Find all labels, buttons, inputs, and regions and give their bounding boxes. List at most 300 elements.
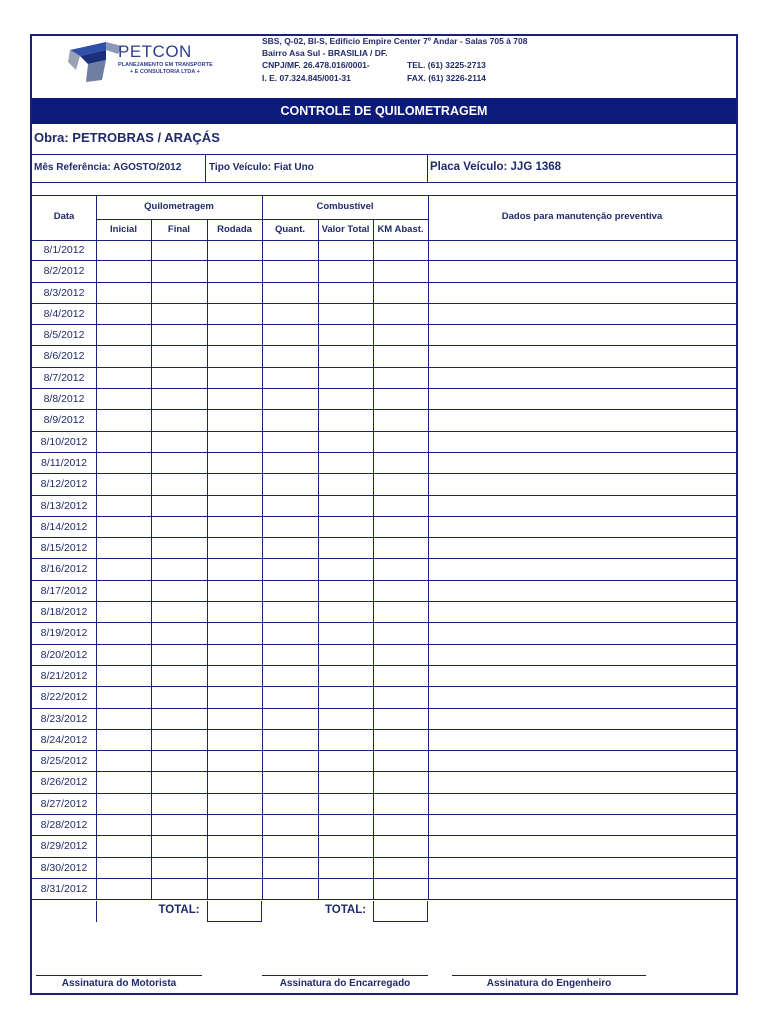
km-abast-cell[interactable] (373, 794, 428, 814)
km-abast-cell[interactable] (373, 666, 428, 686)
final-cell[interactable] (151, 368, 207, 388)
rodada-cell[interactable] (207, 815, 262, 835)
final-cell[interactable] (151, 772, 207, 792)
table-row (32, 559, 736, 580)
obra-label: Obra: PETROBRAS / ARAÇÁS (34, 130, 220, 145)
valor-total-cell[interactable] (318, 346, 373, 366)
dados-cell[interactable] (428, 304, 736, 324)
company-address-line-2: Bairro Asa Sul - BRASILIA / DF. (262, 48, 388, 58)
quant-cell[interactable] (262, 602, 318, 622)
company-tel: TEL. (61) 3225-2713 (407, 60, 486, 70)
inicial-cell[interactable] (96, 687, 151, 707)
vehicle-type: Tipo Veículo: Fiat Uno (209, 162, 314, 173)
col-combustivel: Combustível (316, 201, 374, 212)
inicial-cell[interactable] (96, 602, 151, 622)
table-row (32, 538, 736, 559)
date-cell: 8/26/2012 (40, 776, 88, 789)
final-cell[interactable] (151, 581, 207, 601)
km-abast-cell[interactable] (373, 261, 428, 281)
rodada-cell[interactable] (207, 389, 262, 409)
rodada-cell[interactable] (207, 666, 262, 686)
rodada-cell[interactable] (207, 836, 262, 856)
inicial-cell[interactable] (96, 836, 151, 856)
final-cell[interactable] (151, 559, 207, 579)
table-row (32, 687, 736, 708)
data-table (32, 240, 736, 900)
quant-cell[interactable] (262, 879, 318, 899)
rodada-cell[interactable] (207, 559, 262, 579)
km-abast-cell[interactable] (373, 730, 428, 750)
dados-cell[interactable] (428, 368, 736, 388)
valor-total-cell[interactable] (318, 410, 373, 430)
km-abast-cell[interactable] (373, 623, 428, 643)
valor-total-cell[interactable] (318, 453, 373, 473)
table-row (32, 602, 736, 623)
table-row (32, 410, 736, 431)
rodada-cell[interactable] (207, 453, 262, 473)
km-abast-cell[interactable] (373, 815, 428, 835)
quant-cell[interactable] (262, 687, 318, 707)
dados-cell[interactable] (428, 730, 736, 750)
rodada-cell[interactable] (207, 645, 262, 665)
km-abast-cell[interactable] (373, 538, 428, 558)
date-cell: 8/11/2012 (41, 456, 87, 469)
rodada-cell[interactable] (207, 410, 262, 430)
km-abast-cell[interactable] (373, 389, 428, 409)
date-cell: 8/13/2012 (40, 499, 88, 512)
divider (205, 154, 206, 182)
table-row (32, 517, 736, 538)
inicial-cell[interactable] (96, 581, 151, 601)
dados-cell[interactable] (428, 772, 736, 792)
quant-cell[interactable] (262, 410, 318, 430)
company-address-line-1: SBS, Q-02, Bl-S, Edificio Empire Center 7º Andar - Salas 705 à 708 (262, 36, 528, 46)
quant-cell[interactable] (262, 709, 318, 729)
inicial-cell[interactable] (96, 709, 151, 729)
final-cell[interactable] (151, 858, 207, 878)
valor-total-cell[interactable] (318, 751, 373, 771)
inicial-cell[interactable] (96, 261, 151, 281)
table-row (32, 283, 736, 304)
valor-total-cell[interactable] (318, 794, 373, 814)
table-row (32, 304, 736, 325)
quant-cell[interactable] (262, 836, 318, 856)
total-km-cell[interactable] (207, 901, 262, 922)
valor-total-cell[interactable] (318, 602, 373, 622)
table-row (32, 496, 736, 517)
rodada-cell[interactable] (207, 602, 262, 622)
valor-total-cell[interactable] (318, 858, 373, 878)
dados-cell[interactable] (428, 559, 736, 579)
date-cell: 8/18/2012 (40, 606, 88, 619)
final-cell[interactable] (151, 517, 207, 537)
valor-total-cell[interactable] (318, 623, 373, 643)
final-cell[interactable] (151, 240, 207, 260)
inicial-cell[interactable] (96, 453, 151, 473)
date-cell: 8/7/2012 (43, 371, 85, 384)
quant-cell[interactable] (262, 794, 318, 814)
dados-cell[interactable] (428, 496, 736, 516)
company-fax: FAX. (61) 3226-2114 (407, 73, 486, 83)
signature-driver: Assinatura do Motorista (61, 978, 177, 989)
dados-cell[interactable] (428, 602, 736, 622)
valor-total-cell[interactable] (318, 474, 373, 494)
divider (96, 219, 428, 220)
rodada-cell[interactable] (207, 517, 262, 537)
valor-total-cell[interactable] (318, 730, 373, 750)
rodada-cell[interactable] (207, 261, 262, 281)
date-cell: 8/24/2012 (40, 733, 88, 746)
inicial-cell[interactable] (96, 751, 151, 771)
dados-cell[interactable] (428, 261, 736, 281)
dados-cell[interactable] (428, 836, 736, 856)
date-cell: 8/29/2012 (40, 840, 88, 853)
table-row (32, 836, 736, 857)
final-cell[interactable] (151, 751, 207, 771)
dados-cell[interactable] (428, 645, 736, 665)
date-cell: 8/22/2012 (40, 691, 88, 704)
rodada-cell[interactable] (207, 709, 262, 729)
inicial-cell[interactable] (96, 368, 151, 388)
final-cell[interactable] (151, 474, 207, 494)
dados-cell[interactable] (428, 581, 736, 601)
km-abast-cell[interactable] (373, 496, 428, 516)
dados-cell[interactable] (428, 474, 736, 494)
valor-total-cell[interactable] (318, 325, 373, 345)
km-abast-cell[interactable] (373, 517, 428, 537)
date-cell: 8/10/2012 (40, 435, 88, 448)
valor-total-cell[interactable] (318, 666, 373, 686)
rodada-cell[interactable] (207, 496, 262, 516)
valor-total-cell[interactable] (318, 687, 373, 707)
quant-cell[interactable] (262, 346, 318, 366)
rodada-cell[interactable] (207, 772, 262, 792)
quant-cell[interactable] (262, 730, 318, 750)
signature-foreman: Assinatura do Encarregado (279, 978, 411, 989)
col-final: Final (167, 224, 191, 235)
date-cell: 8/19/2012 (40, 627, 88, 640)
rodada-cell[interactable] (207, 346, 262, 366)
final-cell[interactable] (151, 645, 207, 665)
final-cell[interactable] (151, 623, 207, 643)
km-abast-cell[interactable] (373, 346, 428, 366)
final-cell[interactable] (151, 709, 207, 729)
quant-cell[interactable] (262, 538, 318, 558)
rodada-cell[interactable] (207, 730, 262, 750)
quant-cell[interactable] (262, 645, 318, 665)
col-valor-total: Valor Total (321, 224, 370, 235)
rodada-cell[interactable] (207, 240, 262, 260)
table-row (32, 346, 736, 367)
quant-cell[interactable] (262, 623, 318, 643)
quant-cell[interactable] (262, 240, 318, 260)
kilometer-control-sheet (30, 34, 738, 995)
date-cell: 8/5/2012 (43, 329, 85, 342)
final-cell[interactable] (151, 538, 207, 558)
valor-total-cell[interactable] (318, 368, 373, 388)
valor-total-cell[interactable] (318, 304, 373, 324)
dados-cell[interactable] (428, 517, 736, 537)
quant-cell[interactable] (262, 858, 318, 878)
col-rodada: Rodada (217, 224, 252, 235)
date-cell: 8/25/2012 (40, 755, 88, 768)
quant-cell[interactable] (262, 389, 318, 409)
final-cell[interactable] (151, 346, 207, 366)
final-cell[interactable] (151, 453, 207, 473)
valor-total-cell[interactable] (318, 772, 373, 792)
total-fuel-cell[interactable] (373, 901, 428, 922)
dados-cell[interactable] (428, 751, 736, 771)
signature-line-foreman (262, 975, 428, 976)
inicial-cell[interactable] (96, 283, 151, 303)
inicial-cell[interactable] (96, 772, 151, 792)
company-logo (66, 40, 216, 86)
table-row (32, 261, 736, 282)
final-cell[interactable] (151, 283, 207, 303)
valor-total-cell[interactable] (318, 432, 373, 452)
quant-cell[interactable] (262, 815, 318, 835)
dados-cell[interactable] (428, 709, 736, 729)
quant-cell[interactable] (262, 581, 318, 601)
final-cell[interactable] (151, 879, 207, 899)
date-cell: 8/28/2012 (40, 819, 88, 832)
rodada-cell[interactable] (207, 581, 262, 601)
inicial-cell[interactable] (96, 496, 151, 516)
inicial-cell[interactable] (96, 879, 151, 899)
valor-total-cell[interactable] (318, 240, 373, 260)
date-cell: 8/2/2012 (43, 265, 85, 278)
quant-cell[interactable] (262, 559, 318, 579)
inicial-cell[interactable] (96, 517, 151, 537)
rodada-cell[interactable] (207, 879, 262, 899)
table-row (32, 772, 736, 793)
rodada-cell[interactable] (207, 858, 262, 878)
rodada-cell[interactable] (207, 474, 262, 494)
final-cell[interactable] (151, 836, 207, 856)
final-cell[interactable] (151, 496, 207, 516)
vehicle-plate: Placa Veículo: JJG 1368 (430, 161, 562, 173)
totals-row (32, 901, 736, 922)
km-abast-cell[interactable] (373, 581, 428, 601)
divider (32, 154, 736, 155)
date-cell: 8/4/2012 (43, 307, 85, 320)
table-row (32, 730, 736, 751)
rodada-cell[interactable] (207, 325, 262, 345)
valor-total-cell[interactable] (318, 581, 373, 601)
inicial-cell[interactable] (96, 623, 151, 643)
rodada-cell[interactable] (207, 304, 262, 324)
dados-cell[interactable] (428, 858, 736, 878)
quant-cell[interactable] (262, 496, 318, 516)
date-cell: 8/9/2012 (43, 414, 85, 427)
valor-total-cell[interactable] (318, 815, 373, 835)
table-row (32, 474, 736, 495)
table-row (32, 240, 736, 261)
date-cell: 8/1/2012 (43, 244, 85, 256)
valor-total-cell[interactable] (318, 261, 373, 281)
rodada-cell[interactable] (207, 538, 262, 558)
table-row (32, 581, 736, 602)
inicial-cell[interactable] (96, 432, 151, 452)
quant-cell[interactable] (262, 368, 318, 388)
quant-cell[interactable] (262, 772, 318, 792)
dados-cell[interactable] (428, 346, 736, 366)
inicial-cell[interactable] (96, 815, 151, 835)
table-row (32, 879, 736, 900)
table-row (32, 751, 736, 772)
valor-total-cell[interactable] (318, 559, 373, 579)
total-label-km: TOTAL: (158, 904, 200, 916)
inicial-cell[interactable] (96, 304, 151, 324)
col-dados-manutencao: Dados para manutenção preventiva (501, 211, 663, 222)
final-cell[interactable] (151, 815, 207, 835)
date-cell: 8/8/2012 (43, 393, 85, 406)
divider (427, 154, 428, 182)
valor-total-cell[interactable] (318, 283, 373, 303)
date-cell: 8/21/2012 (40, 669, 88, 682)
inicial-cell[interactable] (96, 645, 151, 665)
km-abast-cell[interactable] (373, 709, 428, 729)
company-ie: I. E. 07.324.845/001-31 (262, 73, 351, 83)
dados-cell[interactable] (428, 623, 736, 643)
dados-cell[interactable] (428, 432, 736, 452)
inicial-cell[interactable] (96, 559, 151, 579)
valor-total-cell[interactable] (318, 517, 373, 537)
valor-total-cell[interactable] (318, 389, 373, 409)
final-cell[interactable] (151, 389, 207, 409)
valor-total-cell[interactable] (318, 836, 373, 856)
rodada-cell[interactable] (207, 751, 262, 771)
dados-cell[interactable] (428, 240, 736, 260)
company-cnpj: CNPJ/MF. 26.478.016/0001- (262, 60, 370, 70)
rodada-cell[interactable] (207, 623, 262, 643)
inicial-cell[interactable] (96, 666, 151, 686)
dados-cell[interactable] (428, 453, 736, 473)
valor-total-cell[interactable] (318, 645, 373, 665)
table-row (32, 453, 736, 474)
inicial-cell[interactable] (96, 538, 151, 558)
km-abast-cell[interactable] (373, 240, 428, 260)
final-cell[interactable] (151, 261, 207, 281)
km-abast-cell[interactable] (373, 432, 428, 452)
quant-cell[interactable] (262, 261, 318, 281)
quant-cell[interactable] (262, 751, 318, 771)
dados-cell[interactable] (428, 325, 736, 345)
quant-cell[interactable] (262, 432, 318, 452)
inicial-cell[interactable] (96, 389, 151, 409)
rodada-cell[interactable] (207, 283, 262, 303)
final-cell[interactable] (151, 410, 207, 430)
valor-total-cell[interactable] (318, 538, 373, 558)
table-row (32, 623, 736, 644)
dados-cell[interactable] (428, 283, 736, 303)
table-row (32, 794, 736, 815)
km-abast-cell[interactable] (373, 836, 428, 856)
quant-cell[interactable] (262, 474, 318, 494)
table-row (32, 709, 736, 730)
quant-cell[interactable] (262, 283, 318, 303)
logo-mark-icon (66, 40, 126, 84)
final-cell[interactable] (151, 325, 207, 345)
km-abast-cell[interactable] (373, 602, 428, 622)
dados-cell[interactable] (428, 815, 736, 835)
date-cell: 8/3/2012 (43, 286, 85, 299)
quant-cell[interactable] (262, 453, 318, 473)
inicial-cell[interactable] (96, 794, 151, 814)
km-abast-cell[interactable] (373, 368, 428, 388)
date-cell: 8/30/2012 (40, 861, 88, 874)
rodada-cell[interactable] (207, 794, 262, 814)
km-abast-cell[interactable] (373, 474, 428, 494)
valor-total-cell[interactable] (318, 709, 373, 729)
table-row (32, 368, 736, 389)
dados-cell[interactable] (428, 666, 736, 686)
final-cell[interactable] (151, 794, 207, 814)
final-cell[interactable] (151, 304, 207, 324)
inicial-cell[interactable] (96, 325, 151, 345)
final-cell[interactable] (151, 602, 207, 622)
date-cell: 8/12/2012 (40, 478, 88, 491)
km-abast-cell[interactable] (373, 879, 428, 899)
logo-wordmark: PETCON (118, 42, 192, 61)
km-abast-cell[interactable] (373, 453, 428, 473)
final-cell[interactable] (151, 730, 207, 750)
inicial-cell[interactable] (96, 410, 151, 430)
final-cell[interactable] (151, 687, 207, 707)
km-abast-cell[interactable] (373, 304, 428, 324)
km-abast-cell[interactable] (373, 645, 428, 665)
km-abast-cell[interactable] (373, 687, 428, 707)
quant-cell[interactable] (262, 325, 318, 345)
inicial-cell[interactable] (96, 730, 151, 750)
km-abast-cell[interactable] (373, 283, 428, 303)
dados-cell[interactable] (428, 794, 736, 814)
inicial-cell[interactable] (96, 346, 151, 366)
valor-total-cell[interactable] (318, 496, 373, 516)
km-abast-cell[interactable] (373, 559, 428, 579)
inicial-cell[interactable] (96, 240, 151, 260)
km-abast-cell[interactable] (373, 858, 428, 878)
table-row (32, 432, 736, 453)
col-quant: Quant. (274, 224, 306, 235)
dados-cell[interactable] (428, 538, 736, 558)
km-abast-cell[interactable] (373, 772, 428, 792)
km-abast-cell[interactable] (373, 410, 428, 430)
rodada-cell[interactable] (207, 368, 262, 388)
logo-subtitle-2: + E CONSULTORIA LTDA + (130, 69, 200, 75)
signature-engineer: Assinatura do Engenheiro (486, 978, 612, 989)
dados-cell[interactable] (428, 410, 736, 430)
col-km-abast: KM Abast. (377, 224, 424, 235)
dados-cell[interactable] (428, 687, 736, 707)
quant-cell[interactable] (262, 666, 318, 686)
km-abast-cell[interactable] (373, 751, 428, 771)
rodada-cell[interactable] (207, 687, 262, 707)
final-cell[interactable] (151, 666, 207, 686)
page-title: CONTROLE DE QUILOMETRAGEM (32, 98, 736, 124)
inicial-cell[interactable] (96, 858, 151, 878)
valor-total-cell[interactable] (318, 879, 373, 899)
final-cell[interactable] (151, 432, 207, 452)
inicial-cell[interactable] (96, 474, 151, 494)
quant-cell[interactable] (262, 517, 318, 537)
dados-cell[interactable] (428, 389, 736, 409)
table-row (32, 666, 736, 687)
rodada-cell[interactable] (207, 432, 262, 452)
quant-cell[interactable] (262, 304, 318, 324)
km-abast-cell[interactable] (373, 325, 428, 345)
dados-cell[interactable] (428, 879, 736, 899)
